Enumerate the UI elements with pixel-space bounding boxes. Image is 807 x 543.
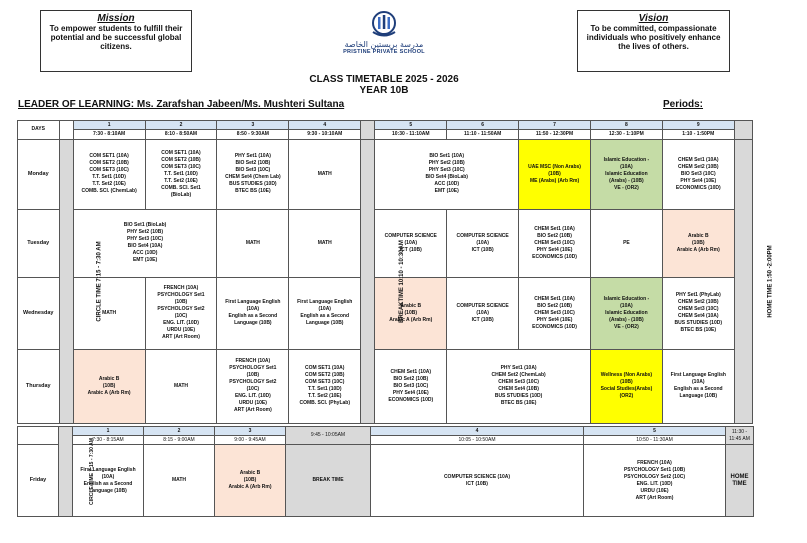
lesson-cell: CHEM Set1 (10A) BIO Set2 (10B) CHEM Set3 (10C) PHY Set4 (10E) ECONOMICS (10D) [519,209,591,277]
period-time: 7:30 - 8:10AM [73,130,145,139]
lesson-cell: MATH [73,277,145,349]
weekly-timetable [17,120,774,424]
lesson-cell: COMPUTER SCIENCE (10A) ICT (10B) [447,277,519,349]
lesson-cell-highlight: Wellness (Non Arabs) (10B) Social Studies(Arabs) (OR2) [590,349,662,423]
friday-period-row [18,427,754,436]
timetable-title: CLASS TIMETABLE 2025 - 2026 [309,74,459,85]
period-number: 4 [289,121,361,130]
home-time-column [734,139,774,423]
period-number: 3 [217,121,289,130]
period-number: 2 [144,427,215,436]
lesson-cell: CHEM Set1 (10A) BIO Set2 (10B) BIO Set3 (10C) PHY Set4 (10E) ECONOMICS (10D) [375,349,447,423]
period-number: 9 [662,121,734,130]
day-label: Monday [18,139,60,209]
friday-break-cell: BREAK TIME [286,445,371,517]
days-header: DAYS [18,121,60,140]
lesson-cell: First Language English (10A) English as a Second Language (10B) [73,445,144,517]
lesson-cell: FRENCH (10A) PSYCHOLOGY Set1 (10B) PSYCHOLOGY Set2 (10C) ENG. LIT. (10D) URDU (10E) ART (Art Room) [584,445,726,517]
period-time: 8:10 - 8:50AM [145,130,217,139]
period-time: 8:50 - 9:30AM [217,130,289,139]
period-time: 10:30 - 11:10AM [375,130,447,139]
periods-label: Periods: [663,99,704,110]
mission-title: Mission [97,13,135,24]
period-number: 4 [371,427,584,436]
circle-time-label: CIRCLE TIME 7:15 - 7:30 AM [96,241,103,322]
lesson-cell: First Language English (10A) English as a Second Language (10B) [217,277,289,349]
mission-box [40,10,192,72]
lesson-cell: PHY Set1 (10A) CHEM Set2 (ChemLab) CHEM Set3 (10C) CHEM Set4 (10B) BUS STUDIES (10D) BTEC BS (10E) [447,349,591,423]
vision-box [577,10,730,72]
period-number: 7 [519,121,591,130]
mission-text: To empower students to fulfill their potential and be successful global citizens. [49,24,183,51]
period-time: 1:10 - 1:50PM [662,130,734,139]
period-time: 12:30 - 1:10PM [590,130,662,139]
friday-time-row [18,436,754,445]
lesson-cell: CHEM Set1 (10A) CHEM Set2 (10B) BIO Set3 (10C) PHY Set4 (10E) ECONOMICS (10D) [662,139,734,209]
friday-home-time-time: 11:30 - 11:45 AM [726,427,754,445]
lesson-cell: PE [590,209,662,277]
period-time: 9:30 - 10:10AM [289,130,361,139]
breaktime-column [361,139,406,423]
lesson-cell: COMPUTER SCIENCE (10A) ICT (10B) [375,209,447,277]
day-label: Tuesday [18,209,60,277]
lesson-cell-islamic: Islamic Education - (10A) Islamic Education (Arabs) - (10B) VE - (OR2) [590,139,662,209]
circle-time-column [59,139,103,423]
period-time: 7:30 - 8:15AM [73,436,144,445]
day-label: Thursday [18,349,60,423]
school-name-arabic: مدرسة بريستين الخاصة [344,40,424,49]
breaktime-label: BREAKTIME 10:10 - 10:30AM [399,239,406,323]
school-name-english: PRISTINE PRIVATE SCHOOL [343,49,425,55]
lesson-cell: MATH [144,445,215,517]
lesson-cell: MATH [145,349,217,423]
lesson-cell: MATH [217,209,289,277]
school-logo [322,10,446,72]
leader-of-learning: LEADER OF LEARNING: Ms. Zarafshan Jabeen/Ms. Mushteri Sultana [18,99,345,110]
period-time: 9:00 - 9:45AM [215,436,286,445]
day-label: Wednesday [18,277,60,349]
lesson-cell: CHEM Set1 (10A) BIO Set2 (10B) CHEM Set3 (10C) PHY Set4 (10E) ECONOMICS (10D) [519,277,591,349]
school-emblem-icon [366,10,402,40]
wednesday-row [18,277,753,349]
lesson-cell: First Language English (10A) English as a Second Language (10B) [289,277,361,349]
friday-break-time: 9:45 - 10:05AM [286,427,371,445]
lesson-cell: MATH [289,139,361,209]
period-number: 2 [145,121,217,130]
lesson-cell-arabic: Arabic B (10B) Arabic A (Arb Rm) [662,209,734,277]
period-time: 10:50 - 11:30AM [584,436,726,445]
lesson-cell: COM SET1 (10A) COM SET2 (10B) COM SET3 (10C) T.T. Set1 (10D) T.T. Set2 (10E) COMB. SCI. (ChemLab) [73,139,145,209]
thursday-row [18,349,753,423]
lesson-cell: BIO Set1 (BioLab) PHY Set2 (10B) PHY Set3 (10C) BIO Set4 (10A) ACC (10D) EMT (10E) [73,209,217,277]
lesson-cell: COMPUTER SCIENCE (10A) ICT (10B) [447,209,519,277]
period-number: 3 [215,427,286,436]
lesson-cell-islamic: Islamic Education - (10A) Islamic Education (Arabs) - (10B) VE - (OR2) [590,277,662,349]
lesson-cell: BIO Set1 (10A) PHY Set2 (10B) PHY Set3 (10C) BIO Set4 (BioLab) ACC (10D) EMT (10E) [375,139,519,209]
lesson-cell: FRENCH (10A) PSYCHOLOGY Set1 (10B) PSYCHOLOGY Set2 (10C) ENG. LIT. (10D) URDU (10E) ART (Art Room) [217,349,289,423]
period-number: 5 [584,427,726,436]
lesson-cell: COM SET1 (10A) COM SET2 (10B) COM SET3 (10C) T.T. Set1 (10D) T.T. Set2 (10E) COMB. SCI. Set1 (BioLab) [145,139,217,209]
period-time: 11:10 - 11:50AM [447,130,519,139]
vision-title: Vision [638,13,669,24]
period-number: 8 [590,121,662,130]
tuesday-row [18,209,753,277]
home-time-label: HOME TIME 1:50 -2:00PM [767,245,774,318]
lesson-cell: PHY Set1 (10A) BIO Set2 (10B) BIO Set3 (10C) CHEM Set4 (Chem Lab) BUS STUDIES (10D) BTEC BS (10E) [217,139,289,209]
lesson-cell: MATH [289,209,361,277]
lesson-cell-arabic: Arabic B (10B) Arabic A (Arb Rm) [73,349,145,423]
lesson-cell-highlight: UAE MSC (Non Arabs) (10B) ME (Arabs) (Arb Rm) [519,139,591,209]
timetable-year: YEAR 10B [359,85,409,96]
friday-row [18,445,754,517]
period-number: 6 [447,121,519,130]
friday-circle-time-column [59,427,95,517]
day-label: Friday [18,445,59,517]
lesson-cell: COM SET1 (10A) COM SET2 (10B) COM SET3 (10C) T.T. Set1 (10D) T.T. Set2 (10E) COMB. SCI. (PhyLab) [289,349,361,423]
lesson-cell: FRENCH (10A) PSYCHOLOGY Set1 (10B) PSYCHOLOGY Set2 (10C) ENG. LIT. (10D) URDU (10E) ART (Art Room) [145,277,217,349]
friday-home-time-cell: HOME TIME [726,445,754,517]
period-time: 10:05 - 10:50AM [371,436,584,445]
lesson-cell: First Language English (10A) English as a Second Language (10B) [662,349,734,423]
period-time: 8:15 - 9:00AM [144,436,215,445]
friday-timetable [17,426,754,517]
friday-circle-time-label: CIRCLE TIME 7:15 - 7:30 AM [88,438,95,505]
vision-text: To be committed, compassionate individuals who positively enhance the lives of others. [586,24,721,51]
period-time: 11:50 - 12:30PM [519,130,591,139]
period-number-row [18,121,753,130]
period-number: 1 [73,427,144,436]
period-number: 5 [375,121,447,130]
lesson-cell-arabic: Arabic B (10B) Arabic A (Arb Rm) [215,445,286,517]
lesson-cell-arabic: Arabic B (10B) Arabic A (Arb Rm) [375,277,447,349]
period-time-row [18,130,753,139]
period-number: 1 [73,121,145,130]
lesson-cell: PHY Set1 (PhyLab) CHEM Set2 (10B) CHEM Set3 (10C) CHEM Set4 (10A) BUS STUDIES (10D) BTEC BS (10E) [662,277,734,349]
monday-row [18,139,753,209]
lesson-cell: COMPUTER SCIENCE (10A) ICT (10B) [371,445,584,517]
